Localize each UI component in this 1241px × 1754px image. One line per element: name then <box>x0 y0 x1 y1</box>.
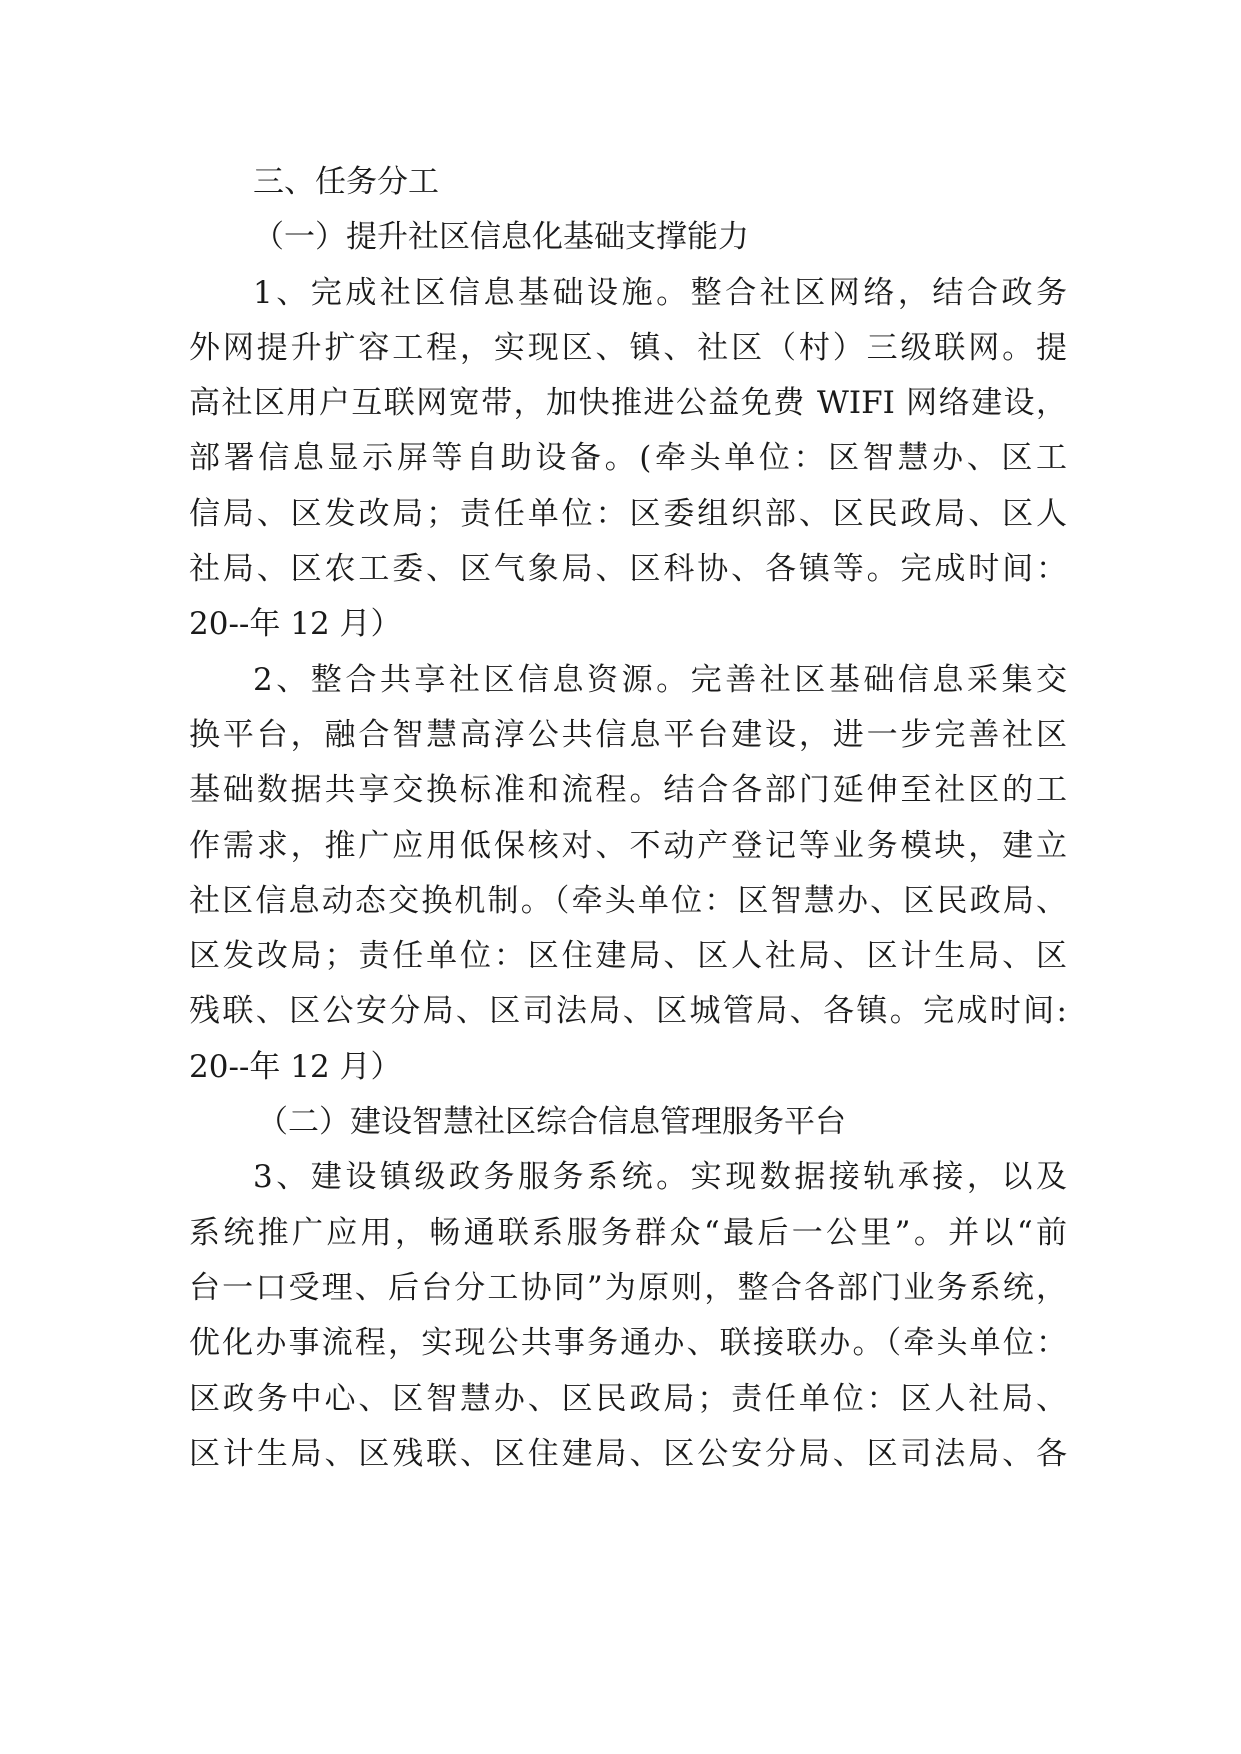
subsection-heading: （二）建设智慧社区综合信息管理服务平台 <box>257 1104 846 1141</box>
section-heading: 三、任务分工 <box>253 164 439 200</box>
paragraph-line: 优化办事流程，实现公共事务通办、联接联办。（牵头单位： <box>189 1325 1067 1362</box>
paragraph-line: 20--年 12 月） <box>189 1048 402 1085</box>
paragraph-line: 台一口受理、后台分工协同”为原则，整合各部门业务系统， <box>189 1269 1067 1306</box>
paragraph-line: 区政务中心、区智慧办、区民政局；责任单位：区人社局、 <box>189 1380 1067 1417</box>
paragraph-line: 区发改局；责任单位：区住建局、区人社局、区计生局、区 <box>189 938 1067 975</box>
paragraph-line: 区计生局、区残联、区住建局、区公安分局、区司法局、各 <box>189 1435 1067 1472</box>
document-body <box>189 155 1067 1482</box>
paragraph-line: 2、整合共享社区信息资源。完善社区基础信息采集交 <box>253 661 1067 698</box>
paragraph-line: 外网提升扩容工程，实现区、镇、社区（村）三级联网。提 <box>189 329 1067 366</box>
paragraph-line: 3、建设镇级政务服务系统。实现数据接轨承接，以及 <box>253 1159 1067 1196</box>
paragraph-line: 系统推广应用，畅通联系服务群众“最后一公里”。并以“前 <box>189 1214 1067 1251</box>
paragraph-line: 1、完成社区信息基础设施。整合社区网络，结合政务 <box>253 274 1067 311</box>
paragraph-line: 作需求，推广应用低保核对、不动产登记等业务模块，建立 <box>189 827 1067 864</box>
subsection-heading: （一）提升社区信息化基础支撑能力 <box>253 219 749 256</box>
paragraph-line: 部署信息显示屏等自助设备。(牵头单位：区智慧办、区工 <box>189 440 1067 477</box>
paragraph-line: 信局、区发改局；责任单位：区委组织部、区民政局、区人 <box>189 495 1067 532</box>
paragraph-line: 高社区用户互联网宽带，加快推进公益免费 WIFI 网络建设， <box>189 385 1067 422</box>
paragraph-line: 20--年 12 月） <box>189 606 402 643</box>
paragraph-line: 换平台，融合智慧高淳公共信息平台建设，进一步完善社区 <box>189 716 1067 753</box>
paragraph-line: 社局、区农工委、区气象局、区科协、各镇等。完成时间： <box>189 551 1067 588</box>
paragraph-line: 基础数据共享交换标准和流程。结合各部门延伸至社区的工 <box>189 772 1067 809</box>
paragraph-line: 社区信息动态交换机制。（牵头单位：区智慧办、区民政局、 <box>189 882 1067 919</box>
paragraph-line: 残联、区公安分局、区司法局、区城管局、各镇。完成时间: <box>189 993 1067 1030</box>
